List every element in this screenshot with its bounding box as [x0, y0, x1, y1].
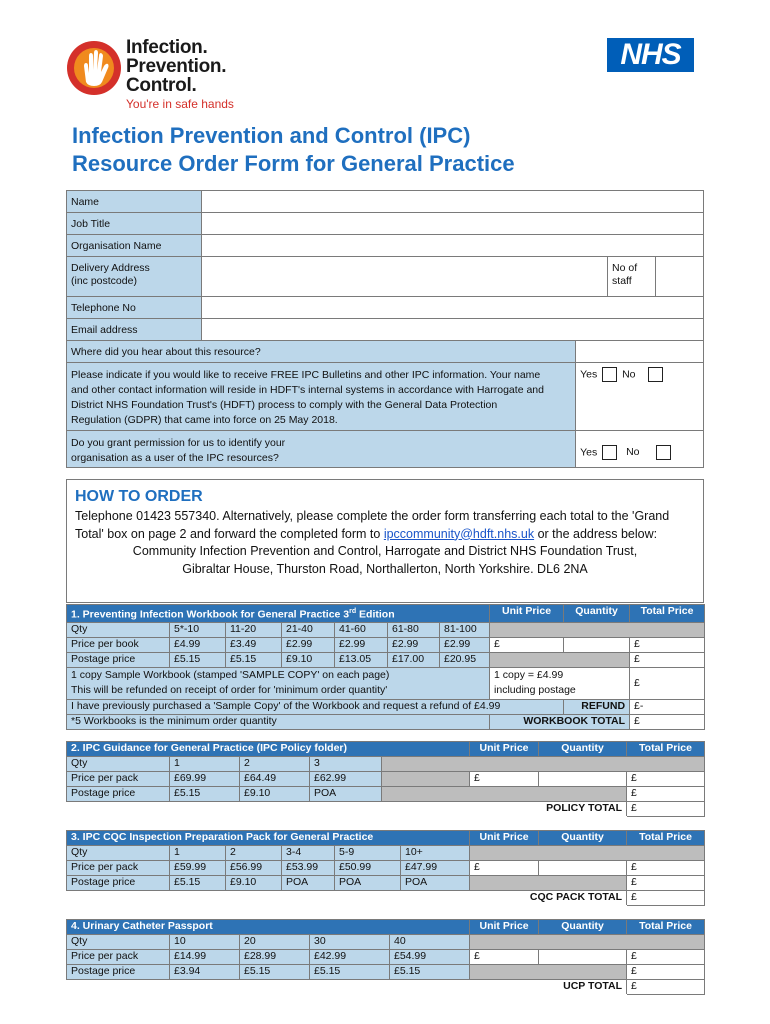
- unit-price-header: Unit Price: [470, 831, 539, 846]
- postage-value: POA: [310, 787, 382, 802]
- catheter-passport-table: [66, 919, 705, 995]
- qty-band: 3: [310, 757, 382, 772]
- price-value: £42.99: [310, 950, 390, 965]
- total-price-header: Total Price: [630, 605, 705, 623]
- price-value: £50.99: [335, 861, 401, 876]
- telephone-label: Telephone No: [67, 297, 202, 319]
- how-to-order-box: [66, 479, 704, 603]
- qty-band: 1: [170, 757, 240, 772]
- where-heard-field[interactable]: [576, 341, 704, 363]
- staff-label: [608, 257, 656, 297]
- title-line-1: Infection Prevention and Control (IPC): [72, 123, 471, 148]
- address-line-2: Gibraltar House, Thurston Road, Northallerton, North Yorkshire. DL6 2NA: [182, 561, 588, 576]
- qty-band: 11-20: [226, 622, 282, 637]
- postage-label: Postage price: [67, 652, 170, 667]
- policy-total-label: POLICY TOTAL: [67, 802, 627, 817]
- permission-yes-checkbox[interactable]: [602, 445, 617, 460]
- sample-price-line1: 1 copy = £4.99: [494, 668, 564, 681]
- ucp-total-label: UCP TOTAL: [67, 980, 627, 995]
- minimum-order-note: *5 Workbooks is the minimum order quantity: [67, 714, 490, 729]
- price-value: £53.99: [282, 861, 335, 876]
- policy-title: 2. IPC Guidance for General Practice (IPC Policy folder): [67, 742, 470, 757]
- organisation-field[interactable]: [201, 235, 703, 257]
- postage-value: £9.10: [226, 876, 282, 891]
- qty-band: 5-9: [335, 846, 401, 861]
- grey-filler: [470, 846, 705, 861]
- refund-text: I have previously purchased a 'Sample Copy' of the Workbook and request a refund of £4.99: [67, 699, 564, 714]
- title-line-2: Resource Order Form for General Practice: [72, 151, 515, 176]
- postage-value: POA: [335, 876, 401, 891]
- qty-band: 61-80: [388, 622, 440, 637]
- price-value: £54.99: [390, 950, 470, 965]
- postage-total-field[interactable]: £: [627, 787, 705, 802]
- sample-price-line2: including postage: [494, 683, 576, 696]
- postage-value: £13.05: [335, 652, 388, 667]
- how-to-order-text: [75, 508, 695, 543]
- total-price-header: Total Price: [627, 742, 705, 757]
- postage-value: £5.15: [226, 652, 282, 667]
- ucp-title: 4. Urinary Catheter Passport: [67, 920, 470, 935]
- quantity-field[interactable]: [539, 772, 627, 787]
- name-label: Name: [67, 191, 202, 213]
- quantity-field[interactable]: [564, 637, 630, 652]
- price-value: £4.99: [170, 637, 226, 652]
- refund-label: REFUND: [564, 699, 630, 714]
- total-price-header: Total Price: [627, 920, 705, 935]
- qty-band: 21-40: [282, 622, 335, 637]
- nhs-logo: NHS: [607, 38, 694, 72]
- price-value: £47.99: [401, 861, 470, 876]
- postage-value: POA: [282, 876, 335, 891]
- staff-label-line2: staff: [612, 275, 632, 287]
- price-value: £2.99: [388, 637, 440, 652]
- staff-field[interactable]: [656, 257, 704, 297]
- postage-value: £3.94: [170, 965, 240, 980]
- postage-value: £9.10: [240, 787, 310, 802]
- unit-price-field[interactable]: £: [490, 637, 564, 652]
- hand-logo-icon: [66, 40, 122, 96]
- order-email-link[interactable]: ipccommunity@hdft.nhs.uk: [383, 526, 535, 541]
- workbook-title-sup: rd: [349, 608, 357, 615]
- grey-filler: [490, 622, 705, 637]
- postage-total-field[interactable]: £: [630, 652, 705, 667]
- postage-value: £5.15: [170, 787, 240, 802]
- qty-band: 1: [170, 846, 226, 861]
- price-value: £28.99: [240, 950, 310, 965]
- sample-total-field[interactable]: £: [630, 667, 705, 699]
- quantity-header: Quantity: [564, 605, 630, 623]
- postage-value: £5.15: [310, 965, 390, 980]
- grey-filler: [470, 876, 627, 891]
- workbook-total-label: WORKBOOK TOTAL: [490, 714, 630, 729]
- staff-label-line1: No of: [612, 262, 638, 274]
- sample-copy-label: [67, 667, 490, 699]
- price-label: Price per book: [67, 637, 170, 652]
- price-value: £62.99: [310, 772, 382, 787]
- quantity-field[interactable]: [539, 950, 627, 965]
- postage-value: £5.15: [390, 965, 470, 980]
- qty-band: 10+: [401, 846, 470, 861]
- logo-tagline: You're in safe hands: [126, 97, 234, 111]
- total-price-header: Total Price: [627, 831, 705, 846]
- address-line-1: Community Infection Prevention and Control, Harrogate and District NHS Foundation Trust,: [132, 544, 638, 558]
- total-price-field[interactable]: £: [627, 950, 705, 965]
- permission-label: Do you grant permission for us to identify your organisation as a user of the IPC resources?: [67, 431, 576, 468]
- postage-label: Postage price: [67, 787, 170, 802]
- qty-band: 41-60: [335, 622, 388, 637]
- permission-no-label: No: [626, 446, 640, 459]
- qty-label: Qty: [67, 846, 170, 861]
- bulletins-label: Please indicate if you would like to receive FREE IPC Bulletins and other IPC information. Your name and other contact information will reside in HDFT's internal systems in accordance with Harrogate and District NHS Foundation Trust's (HDFT) process to comply with the General Data Protection Regulation (GDPR) that came into force on 25 May 2018.: [67, 363, 576, 431]
- logo-line-2: Prevention.: [126, 56, 227, 77]
- policy-total-field[interactable]: £: [627, 802, 705, 817]
- unit-price-field[interactable]: £: [470, 861, 539, 876]
- refund-field[interactable]: £-: [630, 699, 705, 714]
- total-price-field[interactable]: £: [627, 861, 705, 876]
- details-table: [66, 190, 704, 468]
- postage-value: £5.15: [170, 652, 226, 667]
- bulletins-no-label: No: [622, 368, 636, 381]
- unit-price-header: Unit Price: [470, 742, 539, 757]
- permission-no-checkbox[interactable]: [656, 445, 671, 460]
- qty-band: 5*-10: [170, 622, 226, 637]
- cqc-total-field[interactable]: £: [627, 891, 705, 906]
- postage-total-field[interactable]: £: [627, 965, 705, 980]
- logo-line-1: Infection.: [126, 37, 208, 58]
- workbook-title: [67, 605, 490, 623]
- page-title: [72, 122, 515, 178]
- sample-line-1: 1 copy Sample Workbook (stamped 'SAMPLE COPY' on each page): [71, 668, 390, 681]
- workbook-title-main: 1. Preventing Infection Workbook for General Practice 3: [71, 608, 350, 621]
- qty-band: 81-100: [440, 622, 490, 637]
- policy-folder-table: [66, 741, 705, 817]
- unit-price-header: Unit Price: [490, 605, 564, 623]
- job-title-label: Job Title: [67, 213, 202, 235]
- how-to-order-text2: or the address below:: [534, 526, 658, 541]
- unit-price-field[interactable]: £: [470, 772, 539, 787]
- price-value: £69.99: [170, 772, 240, 787]
- cqc-pack-table: [66, 830, 705, 906]
- email-field[interactable]: [201, 319, 703, 341]
- price-value: £56.99: [226, 861, 282, 876]
- postage-value: £17.00: [388, 652, 440, 667]
- unit-price-field[interactable]: £: [470, 950, 539, 965]
- cqc-title: 3. IPC CQC Inspection Preparation Pack for General Practice: [67, 831, 470, 846]
- price-value: £59.99: [170, 861, 226, 876]
- price-label: Price per pack: [67, 772, 170, 787]
- total-price-field[interactable]: £: [630, 637, 705, 652]
- logo-text: [126, 38, 234, 111]
- postage-value: £5.15: [240, 965, 310, 980]
- grey-filler: [470, 935, 705, 950]
- bulletins-yes-checkbox[interactable]: [602, 367, 617, 382]
- quantity-field[interactable]: [539, 861, 627, 876]
- workbook-title-end: Edition: [356, 608, 395, 621]
- telephone-field[interactable]: [201, 297, 703, 319]
- postage-value: £9.10: [282, 652, 335, 667]
- price-value: £3.49: [226, 637, 282, 652]
- postage-label: Postage price: [67, 876, 170, 891]
- price-value: £64.49: [240, 772, 310, 787]
- qty-band: 20: [240, 935, 310, 950]
- qty-label: Qty: [67, 757, 170, 772]
- grey-filler: [382, 772, 470, 787]
- total-price-field[interactable]: £: [627, 772, 705, 787]
- price-value: £2.99: [440, 637, 490, 652]
- qty-band: 3-4: [282, 846, 335, 861]
- price-value: £2.99: [282, 637, 335, 652]
- grey-filler: [382, 787, 627, 802]
- name-field[interactable]: [201, 191, 703, 213]
- grey-filler: [470, 965, 627, 980]
- qty-band: 10: [170, 935, 240, 950]
- bulletins-options: [576, 363, 704, 431]
- quantity-header: Quantity: [539, 920, 627, 935]
- delivery-address-line2: (inc postcode): [71, 275, 137, 287]
- grey-filler: [490, 652, 630, 667]
- email-label: Email address: [67, 319, 202, 341]
- price-label: Price per pack: [67, 950, 170, 965]
- ipc-logo: [66, 38, 266, 110]
- job-title-field[interactable]: [201, 213, 703, 235]
- postage-value: POA: [401, 876, 470, 891]
- ucp-total-field[interactable]: £: [627, 980, 705, 995]
- quantity-header: Quantity: [539, 831, 627, 846]
- logo-line-3: Control.: [126, 75, 197, 96]
- bulletins-yes-label: Yes: [580, 368, 598, 381]
- delivery-address-line1: Delivery Address: [71, 262, 150, 274]
- qty-band: 30: [310, 935, 390, 950]
- organisation-label: Organisation Name: [67, 235, 202, 257]
- unit-price-header: Unit Price: [470, 920, 539, 935]
- postage-label: Postage price: [67, 965, 170, 980]
- price-label: Price per pack: [67, 861, 170, 876]
- workbook-total-field[interactable]: £: [630, 714, 705, 729]
- qty-band: 2: [240, 757, 310, 772]
- sample-price: [490, 667, 630, 699]
- postage-value: £20.95: [440, 652, 490, 667]
- qty-label: Qty: [67, 935, 170, 950]
- quantity-header: Quantity: [539, 742, 627, 757]
- how-to-order-heading: HOW TO ORDER: [75, 488, 203, 505]
- permission-yes-label: Yes: [580, 446, 598, 459]
- postage-value: £5.15: [170, 876, 226, 891]
- delivery-address-label: [67, 257, 202, 297]
- permission-options: [576, 431, 704, 468]
- bulletins-no-checkbox[interactable]: [648, 367, 663, 382]
- postage-total-field[interactable]: £: [627, 876, 705, 891]
- where-heard-label: Where did you hear about this resource?: [67, 341, 576, 363]
- sample-line-2: This will be refunded on receipt of order for 'minimum order quantity': [71, 683, 388, 696]
- qty-label: Qty: [67, 622, 170, 637]
- price-value: £14.99: [170, 950, 240, 965]
- cqc-total-label: CQC PACK TOTAL: [67, 891, 627, 906]
- workbook-table: [66, 604, 705, 730]
- price-value: £2.99: [335, 637, 388, 652]
- qty-band: 2: [226, 846, 282, 861]
- delivery-address-field[interactable]: [201, 257, 607, 297]
- how-to-order-text1: Telephone 01423 557340. Alternatively, please complete the order form transferring each total to the 'Grand Total' box on page 2 and forward the completed form to: [75, 509, 670, 541]
- grey-filler: [382, 757, 705, 772]
- qty-band: 40: [390, 935, 470, 950]
